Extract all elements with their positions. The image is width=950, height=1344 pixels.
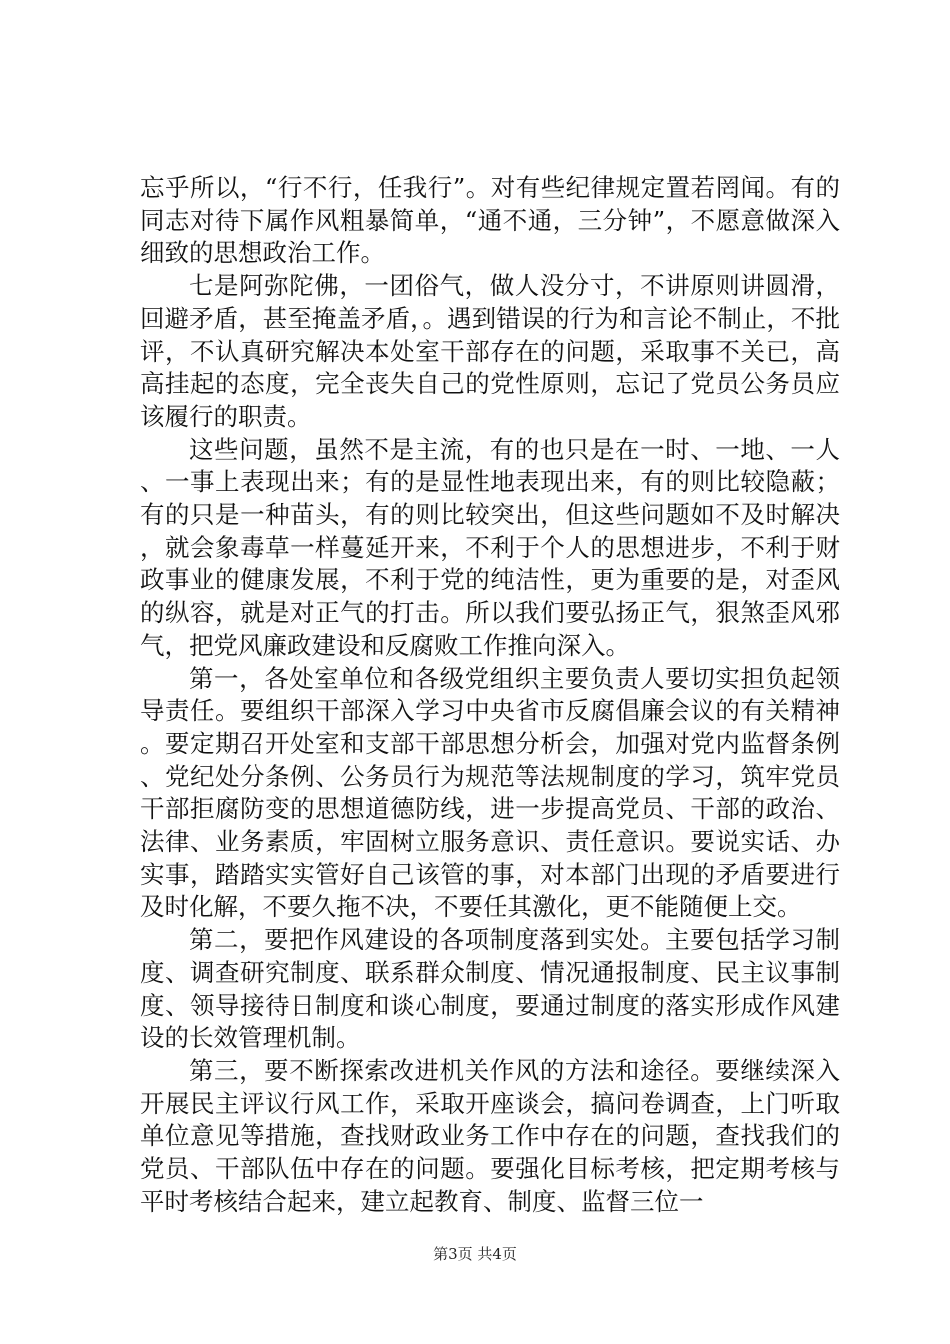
paragraph-6: 第三，要不断探索改进机关作风的方法和途径。要继续深入开展民主评议行风工作，采取开座谈会，搞问卷调查，上门听取单位意见等措施，查找财政业务工作中存在的问题，查找我们的党员、干部队伍中存在的问题。要强化目标考核，把定期考核与平时考核结合起来，建立起教育、制度、监督三位一 xyxy=(140,1055,840,1216)
page-number-label: 第3页 共4页 xyxy=(433,1245,517,1263)
paragraph-1: 忘乎所以，“行不行，任我行”。对有些纪律规定置若罔闻。有的同志对待下属作风粗暴简单，“通不通，三分钟”，不愿意做深入细致的思想政治工作。 xyxy=(140,173,840,268)
paragraph-5: 第二，要把作风建设的各项制度落到实处。主要包括学习制度、调查研究制度、联系群众制度、情况通报制度、民主议事制度、领导接待日制度和谈心制度，要通过制度的落实形成作风建设的长效管理机制。 xyxy=(140,925,840,1053)
paragraph-3: 这些问题，虽然不是主流，有的也只是在一时、一地、一人、一事上表现出来；有的是显性地表现出来，有的则比较隐蔽；有的只是一种苗头，有的则比较突出，但这些问题如不及时解决，就会象毒草一样蔓延开来，不利于个人的思想进步，不利于财政事业的健康发展，不利于党的纯洁性，更为重要的是，对歪风的纵容，就是对正气的打击。所以我们要弘扬正气，狠煞歪风邪气，把党风廉政建设和反腐败工作推向深入。 xyxy=(140,434,840,660)
document-body xyxy=(140,172,840,1219)
paragraph-4: 第一，各处室单位和各级党组织主要负责人要切实担负起领导责任。要组织干部深入学习中央省市反腐倡廉会议的有关精神。要定期召开处室和支部干部思想分析会，加强对党内监督条例、党纪处分条例、公务员行为规范等法规制度的学习，筑牢党员干部拒腐防变的思想道德防线，进一步提高党员、干部的政治、法律、业务素质，牢固树立服务意识、责任意识。要说实话、办实事，踏踏实实管好自己该管的事，对本部门出现的矛盾要进行及时化解，不要久拖不决，不要任其激化，更不能随便上交。 xyxy=(140,663,840,922)
page-footer xyxy=(0,1244,950,1264)
paragraph-2: 七是阿弥陀佛，一团俗气，做人没分寸，不讲原则讲圆滑，回避矛盾，甚至掩盖矛盾，。遇到错误的行为和言论不制止，不批评，不认真研究解决本处室干部存在的问题，采取事不关已，高高挂起的态度，完全丧失自己的党性原则，忘记了党员公务员应该履行的职责。 xyxy=(140,271,840,431)
